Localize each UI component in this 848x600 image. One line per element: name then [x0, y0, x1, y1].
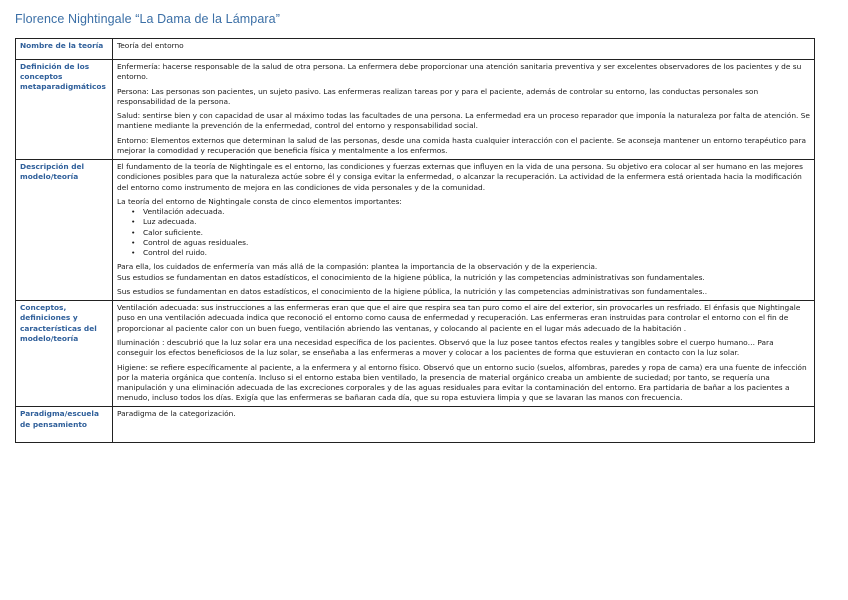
row-label-paradigma: Paradigma/escuela de pensamiento — [16, 407, 113, 443]
list-item: • Luz adecuada. — [143, 217, 810, 227]
row-content-descripcion — [113, 160, 815, 301]
elements-intro: La teoría del entorno de Nightingale consta de cinco elementos importantes: — [117, 196, 402, 206]
list-item: • Calor suficiente. — [143, 228, 810, 238]
row-label-teoria: Nombre de la teoría — [16, 39, 113, 60]
description-studies-repeat: Sus estudios se fundamentan en datos estadísticos, el conocimiento de la higiene pública, la nutrición y las competencias administrativas son fundamentales.. — [117, 286, 708, 296]
concept-higiene: Higiene: se refiere específicamente al paciente, a la enfermera y al entorno físico. Observó que un entorno sucio (suelos, alfombras, paredes y ropa de cama) era una fuente de infección por la materia orgánica que contenía. Incluso si el entorno estaba bien ventilado, la presencia de material orgánico creaba un ambiente de suciedad; por tanto, se requería una manipulación y una eliminación adecuada de las excreciones corporales y de las aguas residuales para evitar la contaminación del entorno. Era partidaria de bañar a los pacientes a menudo, incluso todos los días. Exigía que las enfermeras se bañaran cada día, que su ropa estuviera limpia y que se lavaran las manos con frecuencia. — [117, 362, 807, 403]
table-row — [16, 39, 815, 60]
concept-iluminacion: Iluminación : descubrió que la luz solar era una necesidad específica de los pacientes. Observó que la luz posee tantos efectos reales y tangibles sobre el cuerpo humano… Para conseguir los efectos beneficiosos de la luz solar, se enseñaba a las enfermeras a mover y colocar a los pacientes de forma que estuvieran en contacto con la luz solar. — [117, 337, 774, 358]
document-title: Florence Nightingale “La Dama de la Lámpara” — [15, 12, 280, 26]
row-label-conceptos: Conceptos, definiciones y características del modelo/teoría — [16, 301, 113, 407]
row-label-definicion: Definición de los conceptos metaparadigmáticos — [16, 60, 113, 160]
description-note: Para ella, los cuidados de enfermería van más allá de la compasión: plantea la importancia de la observación y de la experiencia. — [117, 262, 598, 272]
row-content-conceptos — [113, 301, 815, 407]
table-row — [16, 160, 815, 301]
row-content-definicion — [113, 60, 815, 160]
definition-persona: Persona: Las personas son pacientes, un sujeto pasivo. Las enfermeras realizan tareas por y para el paciente, además de controlar su entorno, las conductas personales son responsabilidad de la persona. — [117, 86, 759, 106]
list-item: • Control de aguas residuales. — [143, 238, 810, 248]
paradigm-text: Paradigma de la categorización. — [117, 409, 236, 419]
table-row — [16, 60, 815, 160]
definition-enfermeria: Enfermería: hacerse responsable de la salud de otra persona. La enfermera debe proporcionar una atención sanitaria preventiva y ser excelentes observadores de los pacientes y de su entorno. — [117, 62, 802, 82]
table-row — [16, 301, 815, 407]
row-label-descripcion: Descripción del modelo/teoría — [16, 160, 113, 301]
list-item: • Ventilación adecuada. — [143, 207, 810, 217]
table-row — [16, 407, 815, 443]
description-intro: El fundamento de la teoría de Nightingale es el entorno, las condiciones y fuerzas externas que influyen en la vida de una persona. Su objetivo era colocar al ser humano en las mejores condiciones posibles para que la naturaleza actúe sobre él y consiga evitar la enfermedad, o alcanzar la recuperación. La actividad de la enfermera está orientada hacia la modificación del entorno como instrumento de mejora en las condiciones de vida personales y de la comunidad. — [117, 162, 803, 192]
definition-entorno: Entorno: Elementos externos que determinan la salud de las personas, desde una comida hasta cualquier interacción con el paciente. Se aconseja mantener un entorno terapéutico para mejorar la comodidad y recuperación que beneficia física y mentalmente a los enfermos. — [117, 135, 807, 155]
concept-ventilacion: Ventilación adecuada: sus instrucciones a las enfermeras eran que que el aire que respira sea tan puro como el aire del exterior, sin provocarles un resfriado. El énfasis que Nightingale puso en una ventilación adecuada indica que reconoció el entorno como causa de enfermedad y recuperación. Las enfermeras eran instruidas para controlar el entorno con el fin de proporcionar al paciente calor con un buen fuego, ventilación abriendo las ventanas, y colocando al paciente en el lugar más adecuado de la habitación . — [117, 303, 801, 333]
elements-list — [117, 207, 810, 258]
description-studies: Sus estudios se fundamentan en datos estadísticos, el conocimiento de la higiene pública, la nutrición y las competencias administrativas son fundamentales. — [117, 272, 705, 282]
definition-salud: Salud: sentirse bien y con capacidad de usar al máximo todas las facultades de una persona. La enfermedad era un proceso reparador que imponía la naturaleza por falta de atención. Se mantiene mediante la prevención de la enfermedad, control del entorno y responsabilidad social. — [117, 111, 810, 131]
theory-name: Teoría del entorno — [117, 41, 184, 50]
row-content-teoria — [113, 39, 815, 60]
row-content-paradigma — [113, 407, 815, 443]
theory-table — [15, 38, 815, 443]
list-item: • Control del ruido. — [143, 248, 810, 258]
